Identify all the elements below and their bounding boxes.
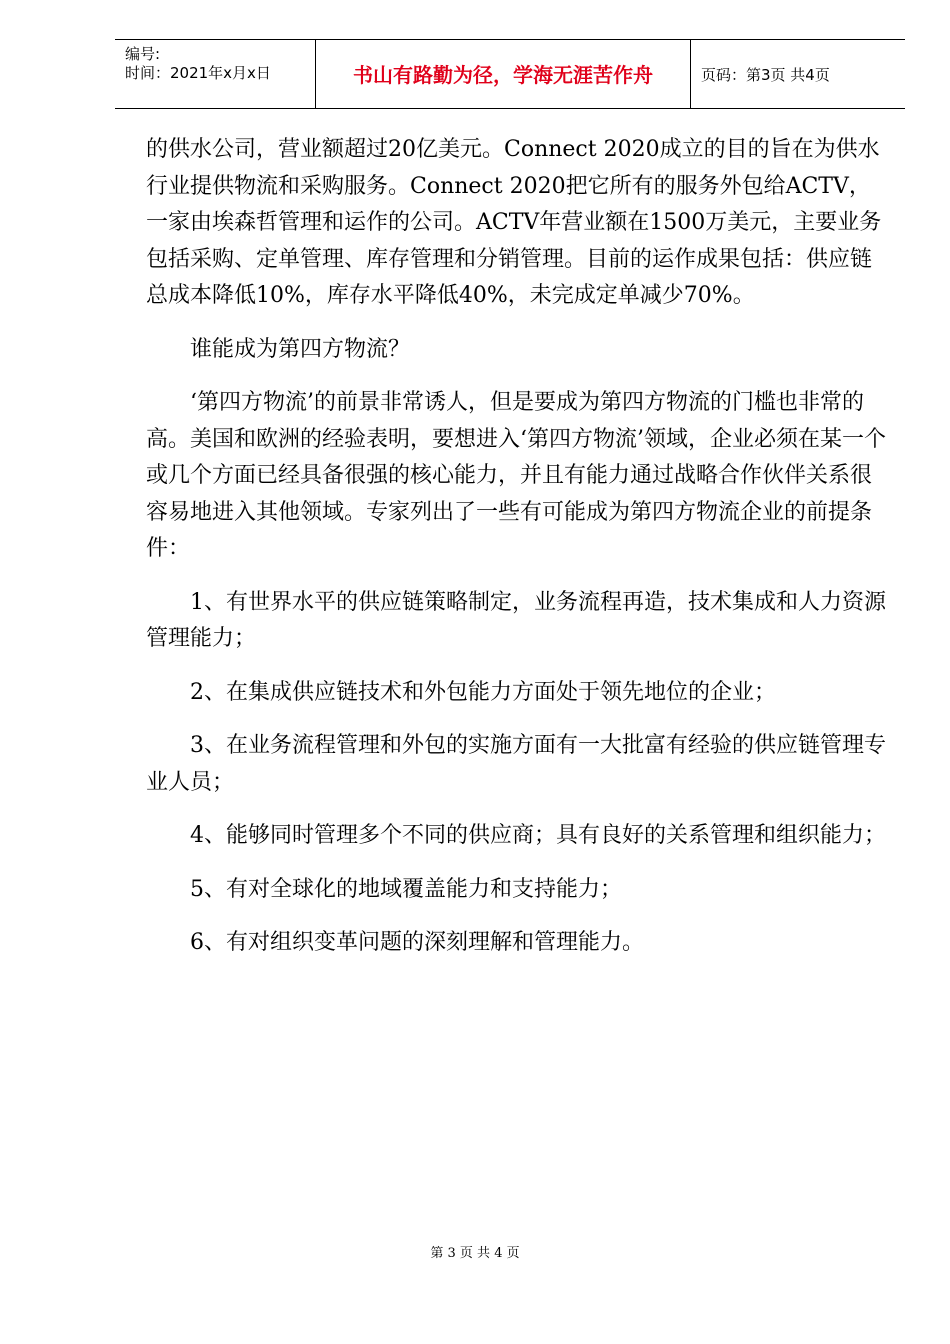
document-time-label: 时间：2021年x月x日 [125,64,271,82]
document-body [146,132,886,962]
list-item-6: 6、有对组织变革问题的深刻理解和管理能力。 [190,930,644,955]
paragraph-intro: ‘第四方物流’的前景非常诱人，但是要成为第四方物流的门槛也非常的高。美国和欧洲的经验表明，要想进入‘第四方物流’领域，企业必须在某一个或几个方面已经具备很强的核心能力，并且有能力通过战略合作伙伴关系很容易地进入其他领域。专家列出了一些有可能成为第四方物流企业的前提条件： [146,390,886,561]
section-heading: 谁能成为第四方物流？ [190,336,411,362]
list-item-2: 2、在集成供应链技术和外包能力方面处于领先地位的企业； [190,679,776,705]
header-page-cell [691,40,905,108]
header-motto-cell [315,40,691,108]
header-meta-cell [115,40,315,108]
document-number-label: 编号: [125,45,161,63]
page-footer: 第 3 页 共 4 页 [430,1246,520,1261]
page-header [115,39,905,109]
list-item-1: 1、有世界水平的供应链策略制定，业务流程再造，技术集成和人力资源管理能力； [146,589,886,651]
list-item-4: 4、能够同时管理多个不同的供应商；具有良好的关系管理和组织能力； [190,823,886,848]
header-motto: 书山有路勤为径，学海无涯苦作舟 [353,63,653,87]
list-item-5: 5、有对全球化的地域覆盖能力和支持能力； [190,876,622,902]
paragraph-case-continuation: 的供水公司，营业额超过20亿美元。Connect 2020成立的目的旨在为供水行业提供物流和采购服务。Connect 2020把它所有的服务外包给ACTV，一家由埃森哲管理和运作的公司。ACTV年营业额在1500万美元，主要业务包括采购、定单管理、库存管理和分销管理。目前的运作成果包括：供应链总成本降低10%，库存水平降低40%，未完成定单减少70%。 [146,137,882,308]
list-item-3: 3、在业务流程管理和外包的实施方面有一大批富有经验的供应链管理专业人员； [146,733,886,795]
header-page-number: 页码：第3页 共4页 [701,66,830,84]
